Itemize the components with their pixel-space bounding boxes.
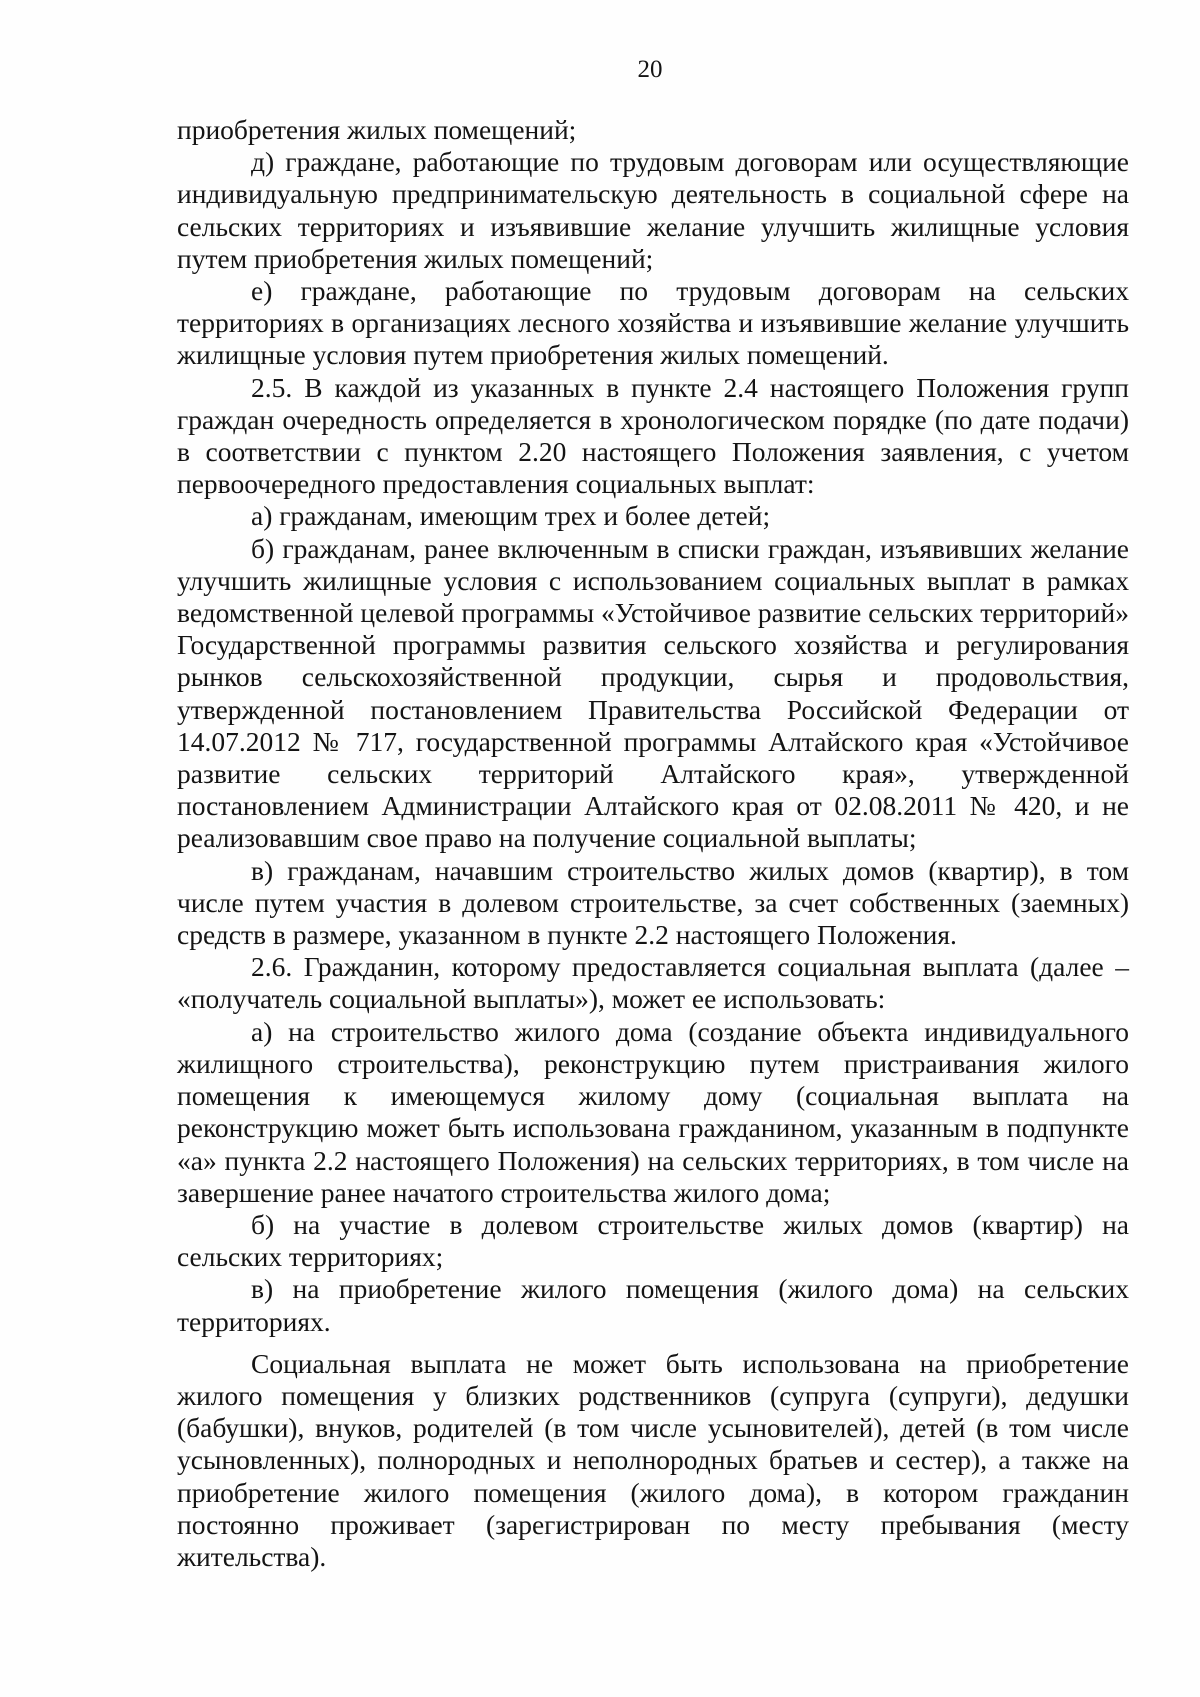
paragraph-clause-2-5-item-a: а) гражданам, имеющим трех и более детей;	[251, 500, 771, 532]
paragraph-clause-2-6-item-a: а) на строительство жилого дома (создание объекта индивидуального жилищного строительства), реконструкцию путем пристраивания жилого помещения к имеющемуся жилому дому (социальная выплата на реконструкцию может быть использована гражданином, указанным в подпункте «а» пункта 2.2 настоящего Положения) на сельских территориях, в том числе на завершение ранее начатого строительства жилого дома;	[177, 1015, 1129, 1208]
paragraph-item-e: е) граждане, работающие по трудовым договорам на сельских территориях в организациях лесного хозяйства и изъявившие желание улучшить жилищные условия путем приобретения жилых помещений.	[177, 275, 1129, 371]
document-body	[177, 114, 1129, 1573]
page-number: 20	[637, 56, 663, 83]
paragraph-clause-2-6-item-v: в) на приобретение жилого помещения (жилого дома) на сельских территориях.	[177, 1273, 1129, 1337]
paragraph-clause-2-5-item-v: в) гражданам, начавшим строительство жилых домов (квартир), в том числе путем участия в долевом строительстве, за счет собственных (заемных) средств в размере, указанном в пункте 2.2 настоящего Положения.	[177, 854, 1129, 951]
paragraph-clause-2-5: 2.5. В каждой из указанных в пункте 2.4 настоящего Положения групп граждан очередность определяется в хронологическом порядке (по дате подачи) в соответствии с пунктом 2.20 настоящего Положения заявления, с учетом первоочередного предоставления социальных выплат:	[177, 371, 1129, 500]
paragraph-restriction: Социальная выплата не может быть использована на приобретение жилого помещения у близких родственников (супруга (супруги), дедушки (бабушки), внуков, родителей (в том числе усыновителей), детей (в том числе усыновленных), полнородных и неполнородных братьев и сестер), а также на приобретение жилого помещения (жилого дома), в котором гражданин постоянно проживает (зарегистрирован по месту пребывания (месту жительства).	[177, 1347, 1129, 1572]
paragraph-clause-2-6-item-b: б) на участие в долевом строительстве жилых домов (квартир) на сельских территориях;	[177, 1208, 1129, 1273]
paragraph-clause-2-6: 2.6. Гражданин, которому предоставляется социальная выплата (далее – «получатель социальной выплаты»), может ее использовать:	[177, 951, 1129, 1015]
paragraph-item-d: д) граждане, работающие по трудовым договорам или осуществляющие индивидуальную предпринимательскую деятельность в социальной сфере на сельских территориях и изъявившие желание улучшить жилищные условия путем приобретения жилых помещений;	[177, 146, 1129, 274]
paragraph-continuation: приобретения жилых помещений;	[177, 114, 577, 145]
paragraph-clause-2-5-item-b: б) гражданам, ранее включенным в списки граждан, изъявивших желание улучшить жилищные условия с использованием социальных выплат в рамках ведомственной целевой программы «Устойчивое развитие сельских территорий» Государственной программы развития сельского хозяйства и регулирования рынков сельскохозяйственной продукции, сырья и продовольствия, утвержденной постановлением Правительства Российской Федерации от 14.07.2012 № 717, государственной программы Алтайского края «Устойчивое развитие сельских территорий Алтайского края», утвержденной постановлением Администрации Алтайского края от 02.08.2011 № 420, и не реализовавшим свое право на получение социальной выплаты;	[177, 532, 1129, 854]
